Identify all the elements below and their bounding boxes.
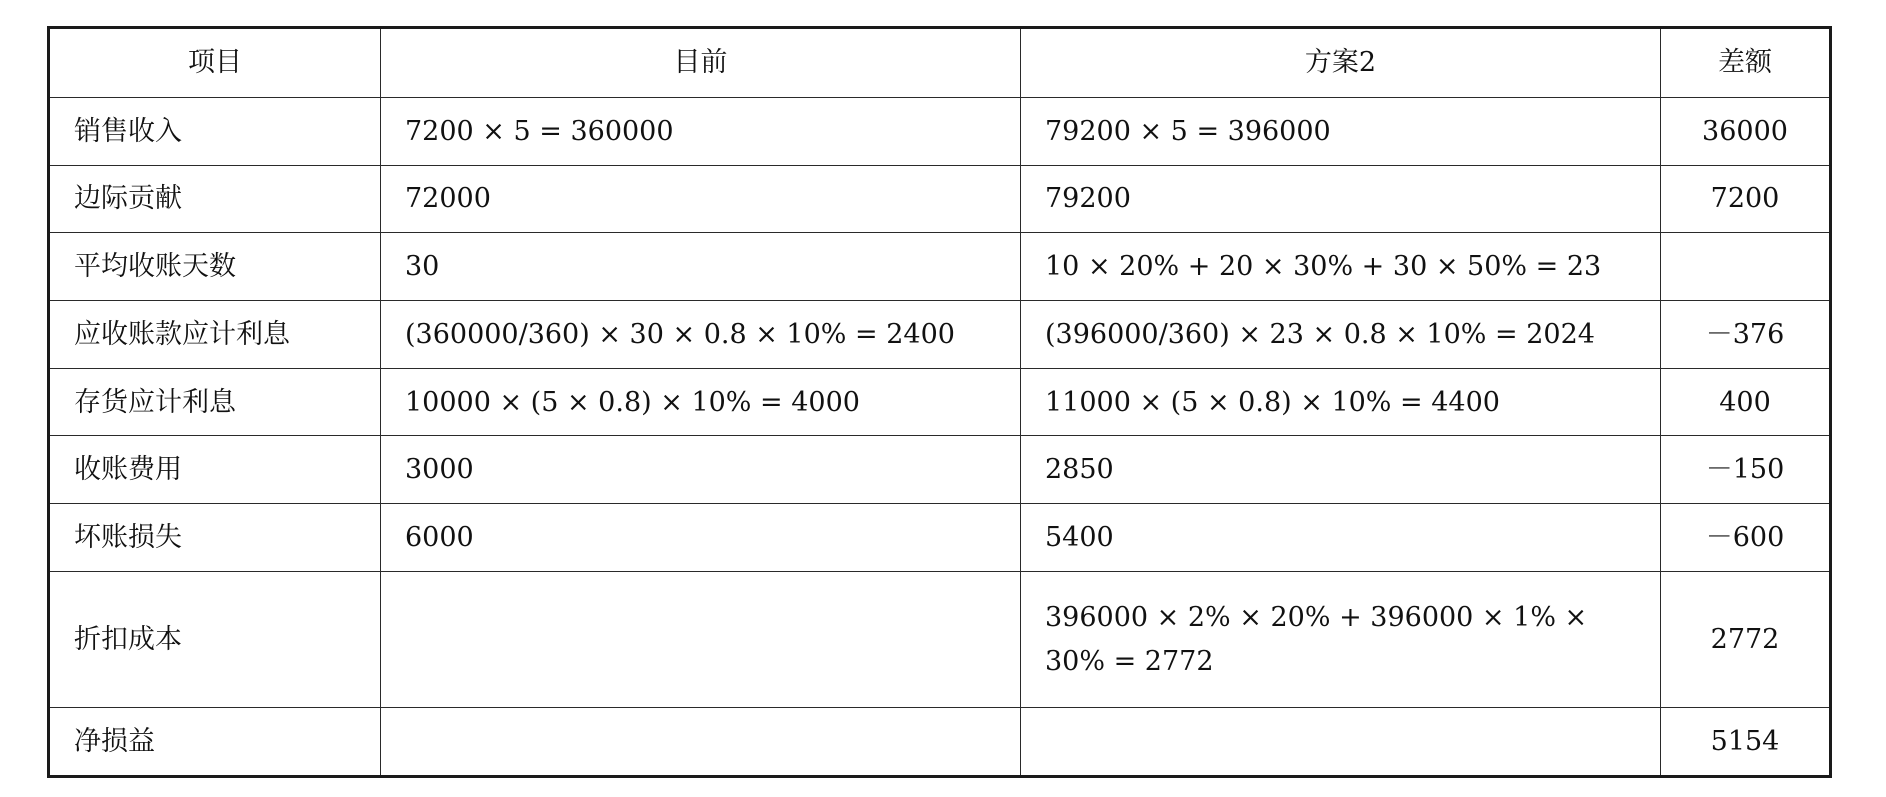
row-diff: －150 xyxy=(1661,436,1831,504)
row-plan2: 79200 × 5 = 396000 xyxy=(1021,98,1661,166)
row-item: 折扣成本 xyxy=(49,571,381,707)
row-item: 净损益 xyxy=(49,708,381,777)
comparison-table xyxy=(47,26,1832,778)
row-current: 3000 xyxy=(381,436,1021,504)
row-diff: －600 xyxy=(1661,504,1831,572)
row-current xyxy=(381,571,1021,707)
row-item: 收账费用 xyxy=(49,436,381,504)
table-row xyxy=(49,368,1831,436)
table-row xyxy=(49,233,1831,301)
header-item: 项目 xyxy=(49,28,381,98)
comparison-table-container xyxy=(47,26,1829,778)
row-diff: 7200 xyxy=(1661,165,1831,233)
row-diff: 5154 xyxy=(1661,708,1831,777)
row-current: 10000 × (5 × 0.8) × 10% = 4000 xyxy=(381,368,1021,436)
table-row xyxy=(49,165,1831,233)
row-plan2: 2850 xyxy=(1021,436,1661,504)
row-plan2: 11000 × (5 × 0.8) × 10% = 4400 xyxy=(1021,368,1661,436)
table-row xyxy=(49,301,1831,369)
table-row xyxy=(49,571,1831,707)
header-plan2: 方案2 xyxy=(1021,28,1661,98)
header-diff: 差额 xyxy=(1661,28,1831,98)
row-plan2: 396000 × 2% × 20% + 396000 × 1% × 30% = 2772 xyxy=(1021,571,1661,707)
row-current: (360000/360) × 30 × 0.8 × 10% = 2400 xyxy=(381,301,1021,369)
row-item: 销售收入 xyxy=(49,98,381,166)
table-row xyxy=(49,98,1831,166)
table-row xyxy=(49,504,1831,572)
row-item: 存货应计利息 xyxy=(49,368,381,436)
row-current: 7200 × 5 = 360000 xyxy=(381,98,1021,166)
row-item: 应收账款应计利息 xyxy=(49,301,381,369)
row-plan2: 79200 xyxy=(1021,165,1661,233)
row-item: 坏账损失 xyxy=(49,504,381,572)
row-diff: 2772 xyxy=(1661,571,1831,707)
row-current: 6000 xyxy=(381,504,1021,572)
table-row xyxy=(49,436,1831,504)
row-diff: 400 xyxy=(1661,368,1831,436)
row-diff xyxy=(1661,233,1831,301)
row-item: 边际贡献 xyxy=(49,165,381,233)
row-plan2: 5400 xyxy=(1021,504,1661,572)
row-plan2: (396000/360) × 23 × 0.8 × 10% = 2024 xyxy=(1021,301,1661,369)
header-current: 目前 xyxy=(381,28,1021,98)
row-current: 72000 xyxy=(381,165,1021,233)
table-row xyxy=(49,708,1831,777)
row-plan2: 10 × 20% + 20 × 30% + 30 × 50% = 23 xyxy=(1021,233,1661,301)
row-current: 30 xyxy=(381,233,1021,301)
row-diff: 36000 xyxy=(1661,98,1831,166)
row-item: 平均收账天数 xyxy=(49,233,381,301)
row-current xyxy=(381,708,1021,777)
row-plan2 xyxy=(1021,708,1661,777)
row-diff: －376 xyxy=(1661,301,1831,369)
header-row xyxy=(49,28,1831,98)
